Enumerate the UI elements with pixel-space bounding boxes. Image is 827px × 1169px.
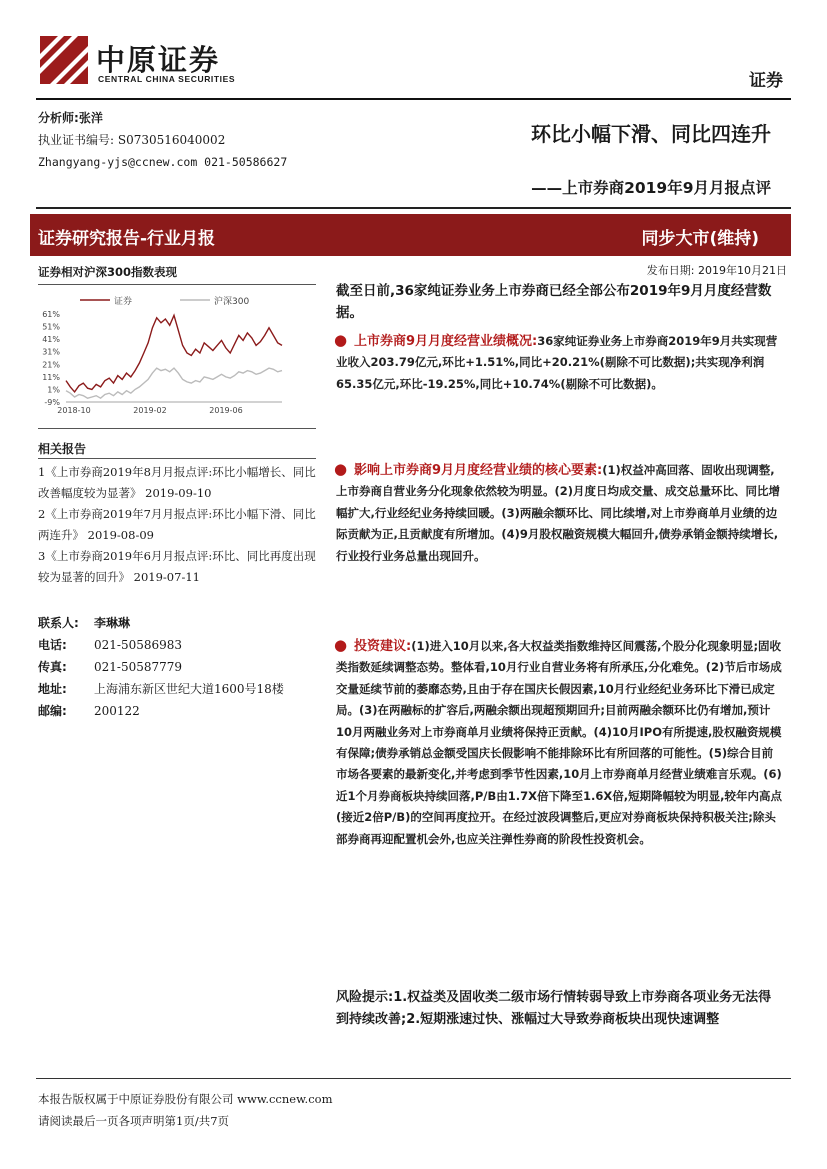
fax-value: 021-50587779 bbox=[94, 660, 183, 674]
bullet-lead: 投资建议: bbox=[354, 639, 412, 654]
y-tick-label: 31% bbox=[42, 347, 60, 357]
sector-tag: 证券 bbox=[749, 71, 783, 91]
analyst-cert: 执业证书编号: S0730516040002 bbox=[38, 133, 226, 147]
publish-date: 发布日期: 2019年10月21日 bbox=[646, 264, 787, 277]
x-tick-label: 2019-02 bbox=[133, 406, 167, 415]
chart-title: 证券相对沪深300指数表现 bbox=[38, 265, 178, 279]
y-tick-label: 61% bbox=[42, 310, 60, 319]
rating: 同步大市(维持) bbox=[641, 229, 759, 249]
analyst-name: 分析师:张洋 bbox=[38, 111, 103, 125]
footer-divider bbox=[36, 1078, 791, 1079]
logo-text-cn: 中原证券 bbox=[96, 43, 221, 77]
logo-mark-icon bbox=[40, 36, 88, 84]
legend-label: 沪深300 bbox=[214, 297, 250, 307]
related-reports-rule bbox=[38, 458, 316, 459]
bullet-overview bbox=[336, 331, 782, 395]
title-divider bbox=[36, 207, 791, 209]
bullet-investment-advice bbox=[336, 636, 782, 850]
chart-top-rule bbox=[38, 284, 316, 285]
contact-person: 李琳琳 bbox=[94, 616, 131, 630]
performance-chart bbox=[36, 288, 321, 424]
chart-bottom-rule bbox=[38, 428, 316, 429]
related-report-item[interactable]: 1《上市券商2019年8月月报点评:环比小幅增长、同比改善幅度较为显著》 2019-09-10 bbox=[38, 465, 316, 500]
address-value: 上海浦东新区世纪大道1600号18楼 bbox=[94, 682, 284, 696]
analyst-info bbox=[38, 107, 287, 173]
footer bbox=[38, 1088, 332, 1132]
y-tick-label: -9% bbox=[44, 398, 60, 407]
analyst-contact: Zhangyang-yjs@ccnew.com 021-50586627 bbox=[38, 155, 288, 169]
footer-copyright: 本报告版权属于中原证券股份有限公司 www.ccnew.com bbox=[38, 1092, 333, 1106]
report-banner bbox=[30, 214, 791, 256]
series-line-csi300 bbox=[66, 368, 282, 398]
y-tick-label: 11% bbox=[42, 372, 60, 382]
bullet-lead: 上市券商9月月度经营业绩概况: bbox=[354, 334, 538, 349]
related-report-item[interactable]: 2《上市券商2019年7月月报点评:环比小幅下滑、同比两连升》 2019-08-09 bbox=[38, 507, 316, 542]
bullet-core-factors bbox=[336, 460, 782, 567]
bullet-dot-icon: ● bbox=[334, 460, 348, 478]
y-tick-label: 51% bbox=[42, 322, 60, 332]
related-reports-title: 相关报告 bbox=[38, 442, 87, 456]
related-reports-list bbox=[38, 462, 320, 588]
fax-label: 传真: bbox=[38, 660, 67, 674]
zip-value: 200122 bbox=[94, 704, 140, 718]
phone-value: 021-50586983 bbox=[94, 638, 183, 652]
x-tick-label: 2018-10 bbox=[57, 406, 91, 415]
phone-label: 电话: bbox=[38, 638, 67, 652]
series-line-securities bbox=[66, 315, 282, 392]
bullet-body: (1)进入10月以来,各大权益类指数维持区间震荡,个股分化现象明显;固收类指数延续调整态势。整体看,10月行业自营业务将有所承压,分化难免。(2)节后市场成交量延续节前的萎靡态势,且由于存在国庆长假因素,10月行业经纪业务环比下滑已成定局。(3)在两融标的扩容后,两融余额出现超预期回升;目前两融余额环比仍有增加,预计10月两融业务对上市券商单月业绩将保持正贡献。(4)10月IPO有所提速,股权融资规模有保障;债券承销总金额受国庆长假影响不能排除环比有所回落的可能性。(5)综合目前市场各要素的最新变化,并考虑到季节性因素,10月上市券商单月经营业绩难言乐观。(6)近1个月券商板块持续回落,P/B由1.7X倍下降至1.6X倍,短期降幅较为明显,较年内高点(接近2倍P/B)的空间再度拉开。在经过波段调整后,更应对券商板块保持积极关注;除头部券商再迎配置机会外,也应关注弹性券商的阶段性投资机会。 bbox=[336, 639, 782, 846]
risk-warning: 风险提示:1.权益类及固收类二级市场行情转弱导致上市券商各项业务无法得到持续改善;2.短期涨速过快、涨幅过大导致券商板块出现快速调整 bbox=[336, 990, 772, 1027]
bullet-dot-icon: ● bbox=[334, 636, 348, 654]
footer-page-info: 请阅读最后一页各项声明第1页/共7页 bbox=[38, 1114, 230, 1128]
zip-label: 邮编: bbox=[38, 704, 67, 718]
y-tick-label: 1% bbox=[47, 385, 60, 395]
bullet-body: (1)权益冲高回落、固收出现调整,上市券商自营业务分化现象依然较为明显。(2)月度日均成交量、成交总量环比、同比增幅扩大,行业经纪业务持续回暖。(3)两融余额环比、同比续增,对上市券商单月业绩的边际贡献为正,且贡献度有所增加。(4)9月股权融资规模大幅回升,债券承销金额持续增长,行业投行业务总量出现回升。 bbox=[336, 463, 781, 563]
report-subtitle: ——上市券商2019年9月月报点评 bbox=[531, 179, 771, 197]
report-title: 环比小幅下滑、同比四连升 bbox=[531, 122, 771, 146]
contact-person-label: 联系人: bbox=[38, 616, 79, 630]
address-label: 地址: bbox=[38, 682, 67, 696]
summary-intro: 截至日前,36家纯证券业务上市券商已经全部公布2019年9月月度经营数据。 bbox=[336, 283, 772, 321]
legend-label: 证券 bbox=[114, 297, 133, 307]
header-divider bbox=[36, 98, 791, 100]
x-tick-label: 2019-06 bbox=[209, 406, 243, 415]
logo-text-en: CENTRAL CHINA SECURITIES bbox=[98, 74, 236, 84]
company-logo bbox=[40, 36, 260, 92]
bullet-lead: 影响上市券商9月月度经营业绩的核心要素: bbox=[354, 463, 603, 478]
related-report-item[interactable]: 3《上市券商2019年6月月报点评:环比、同比再度出现较为显著的回升》 2019-07-11 bbox=[38, 549, 316, 584]
y-tick-label: 21% bbox=[42, 360, 60, 370]
contact-info bbox=[38, 612, 284, 722]
report-type: 证券研究报告-行业月报 bbox=[38, 229, 216, 249]
bullet-dot-icon: ● bbox=[334, 331, 348, 349]
y-tick-label: 41% bbox=[42, 335, 60, 345]
bullet-body: 36家纯证券业务上市券商2019年9月共实现营业收入203.79亿元,环比+1.51%,同比+20.21%(剔除不可比数据);共实现净利润65.35亿元,环比-19.25%,同比+10.74%(剔除不可比数据)。 bbox=[336, 334, 778, 391]
